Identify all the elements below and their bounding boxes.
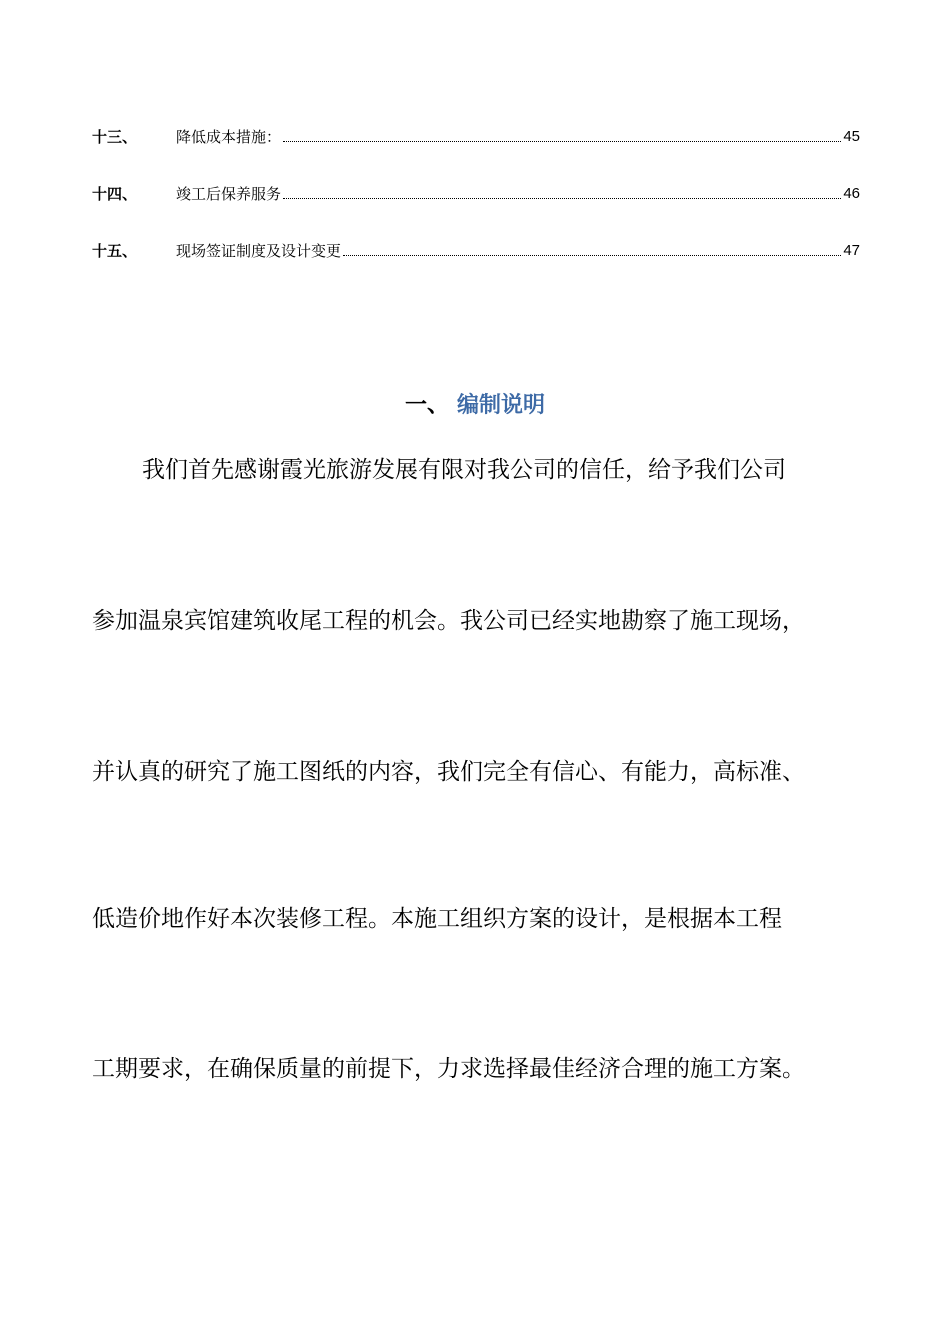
toc-entry-title: 降低成本措施： [176,128,282,146]
toc-entry-number: 十三、 [92,128,138,146]
paragraph-line: 低造价地作好本次装修工程。本施工组织方案的设计，是根据本工程 [92,906,782,932]
toc-entry-title: 现场签证制度及设计变更 [176,242,342,260]
toc-entry[interactable] [92,240,860,262]
toc-entry[interactable] [92,183,860,205]
toc-entry-number: 十四、 [92,185,138,203]
paragraph-line: 工期要求，在确保质量的前提下，力求选择最佳经济合理的施工方案。 [92,1056,805,1082]
toc-dot-leader [343,254,841,256]
toc-entry-page: 45 [843,128,860,145]
toc-entry[interactable] [92,126,860,148]
section-heading [0,390,950,422]
toc-entry-page: 47 [843,242,860,259]
paragraph-line: 并认真的研究了施工图纸的内容，我们完全有信心、有能力，高标准、 [92,759,805,785]
toc-dot-leader [283,140,841,142]
section-title: 编制说明 [457,393,546,418]
toc-entry-title: 竣工后保养服务 [176,185,282,203]
paragraph-line: 我们首先感谢霞光旅游发展有限对我公司的信任，给予我们公司 [142,457,786,483]
paragraph-line: 参加温泉宾馆建筑收尾工程的机会。我公司已经实地勘察了施工现场， [92,608,805,634]
toc-entry-page: 46 [843,185,860,202]
toc-entry-number: 十五、 [92,242,138,260]
toc-dot-leader [283,197,841,199]
section-number: 一、 [404,393,449,418]
